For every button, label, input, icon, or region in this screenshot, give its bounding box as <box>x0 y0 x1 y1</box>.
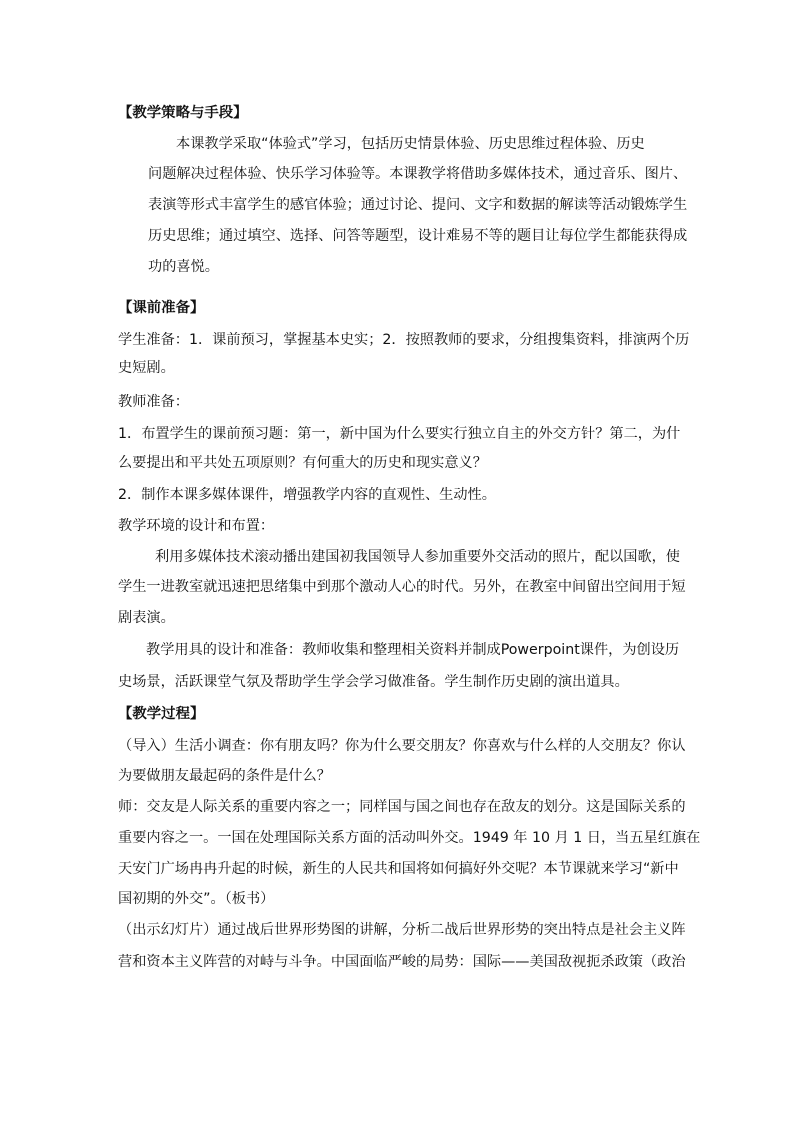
strategy-line-1: 本课教学采取“体验式”学习，包括历史情景体验、历史思维过程体验、历史 <box>176 136 645 152</box>
preparation-line-4: 1．布置学生的课前预习题：第一，新中国为什么要实行独立自主的外交方针？第二，为什 <box>118 426 681 442</box>
preparation-line-12: 史场景，活跃课堂气氛及帮助学生学会学习做准备。学生制作历史剧的演出道具。 <box>118 674 629 690</box>
strategy-line-5: 功的喜悦。 <box>148 259 219 275</box>
strategy-line-3: 表演等形式丰富学生的感官体验；通过讨论、提问、文字和数据的解读等活动锻炼学生 <box>148 197 688 213</box>
preparation-line-8: 利用多媒体技术滚动播出建国初我国领导人参加重要外交活动的照片，配以国歌，使 <box>155 549 680 565</box>
process-line-1: （导入）生活小调查：你有朋友吗？你为什么要交朋友？你喜欢与什么样的人交朋友？你认 <box>118 738 686 754</box>
process-line-4: 重要内容之一。一国在处理国际关系方面的活动叫外交。1949 年 10 月 1 日，当五星红旗在 <box>118 830 701 846</box>
preparation-line-9: 学生一进教室就迅速把思绪集中到那个激动人心的时代。另外，在教室中间留出空间用于短 <box>118 579 686 595</box>
preparation-line-5: 么要提出和平共处五项原则？有何重大的历史和现实意义？ <box>118 455 487 471</box>
process-line-7: （出示幻灯片）通过战后世界形势图的讲解，分析二战后世界形势的突出特点是社会主义阵 <box>118 922 686 938</box>
process-line-2: 为要做朋友最起码的条件是什么？ <box>118 768 331 784</box>
preparation-line-11: 教学用具的设计和准备：教师收集和整理相关资料并制成Powerpoint课件，为创设历 <box>146 642 680 658</box>
preparation-line-1: 学生准备：1．课前预习，掌握基本史实；2．按照教师的要求，分组搜集资料，排演两个历 <box>118 332 690 348</box>
process-line-8: 营和资本主义阵营的对峙与斗争。中国面临严峻的局势：国际——美国敌视扼杀政策（政治 <box>118 954 686 970</box>
preparation-line-2: 史短剧。 <box>118 360 175 376</box>
process-line-3: 师：交友是人际关系的重要内容之一；同样国与国之间也存在敌友的划分。这是国际关系的 <box>118 799 686 815</box>
process-line-5: 天安门广场冉冉升起的时候，新生的人民共和国将如何搞好外交呢？本节课就来学习“新中 <box>118 861 679 877</box>
strategy-line-4: 历史思维；通过填空、选择、问答等题型，设计难易不等的题目让每位学生都能获得成 <box>148 228 688 244</box>
preparation-line-10: 剧表演。 <box>118 610 175 626</box>
preparation-line-6: 2．制作本课多媒体课件，增强教学内容的直观性、生动性。 <box>118 487 496 503</box>
preparation-line-7: 教学环境的设计和布置： <box>118 518 275 534</box>
section-heading-strategy: 【教学策略与手段】 <box>118 105 248 121</box>
process-line-6: 国初期的外交”。（板书） <box>118 891 275 907</box>
section-heading-preparation: 【课前准备】 <box>118 300 205 316</box>
strategy-line-2: 问题解决过程体验、快乐学习体验等。本课教学将借助多媒体技术，通过音乐、图片、 <box>148 166 688 182</box>
preparation-line-3: 教师准备： <box>118 394 189 410</box>
section-heading-process: 【教学过程】 <box>118 706 205 722</box>
